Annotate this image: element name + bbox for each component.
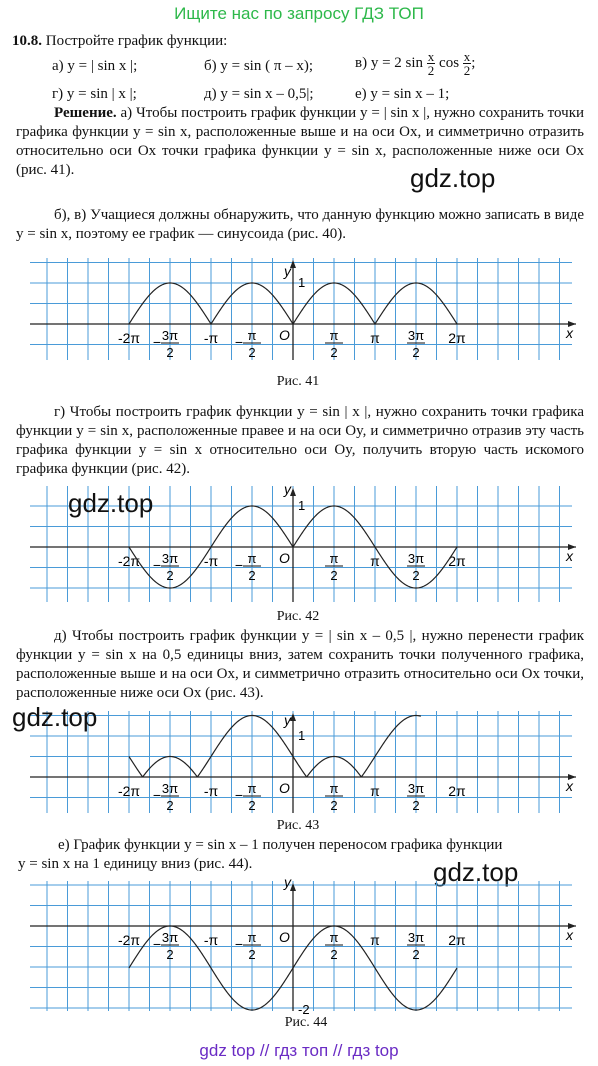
function-curve <box>129 716 421 777</box>
watermark-3: gdz.top <box>12 702 98 732</box>
x-tick-text: π <box>370 932 380 948</box>
origin-label: O <box>279 550 290 566</box>
x-tick-label <box>448 783 466 799</box>
variant-v-cos: cos <box>439 54 460 71</box>
x-tick-minus: − <box>152 936 162 952</box>
x-tick-denominator: 2 <box>330 947 338 962</box>
watermark-2: gdz.top <box>68 488 154 518</box>
x-tick-numerator: 3π <box>161 930 179 945</box>
x-tick-denominator: 2 <box>166 568 174 583</box>
x-tick-minus: − <box>234 334 244 350</box>
origin-label: O <box>279 780 290 796</box>
solution-e-line1: е) График функции y = sin x – 1 получен переносом графика функции <box>58 837 503 853</box>
x-tick-numerator: 3π <box>407 930 425 945</box>
x-tick-denominator: 2 <box>330 798 338 813</box>
caption-42: Рис. 42 <box>276 609 320 624</box>
x-tick-denominator: 2 <box>248 798 256 813</box>
problem-number: 10.8. <box>12 33 42 49</box>
variant-d: д) y = sin x – 0,5|; <box>204 86 314 102</box>
x-tick-numerator: 3π <box>407 328 425 343</box>
y-axis-label: y <box>284 263 291 279</box>
variant-g: г) y = sin | x |; <box>52 86 137 102</box>
x-tick-text: 2π <box>448 553 466 569</box>
frac-num: x <box>427 49 435 64</box>
search-banner[interactable]: Ищите нас по запросу ГДЗ ТОП <box>174 4 424 23</box>
x-tick-minus: − <box>234 936 244 952</box>
x-tick-denominator: 2 <box>248 947 256 962</box>
x-tick-label <box>370 783 380 799</box>
y-axis-label: y <box>284 712 291 728</box>
solution-d: д) Чтобы построить график функции y = | sin x – 0,5 |, нужно перенести график функции y = sin x на 0,5 единицы вниз, затем сохранить точки полученного графика, расположенные выше и на оси Ox, и симметрично отразить относительно оси Ox точки, расположенные ниже оси Ox (рис. 43). <box>16 628 584 701</box>
caption-43: Рис. 43 <box>276 818 320 833</box>
x-tick-numerator: 3π <box>407 551 425 566</box>
solution-g: г) Чтобы построить график функции y = sin | x |, нужно сохранить точки графика функции y = sin x, расположенные правее и на оси Oy, и симметрично отразив эту часть графика функции y = sin x относительно оси Oy, получить вторую часть искомого графика функции (рис. 42). <box>16 404 584 477</box>
x-tick-numerator: π <box>329 930 339 945</box>
x-tick-numerator: 3π <box>407 781 425 796</box>
y-tick-label: -2 <box>298 1002 310 1015</box>
x-axis-label: x <box>566 325 573 341</box>
x-tick-label <box>204 783 219 799</box>
x-tick-label <box>370 553 380 569</box>
variant-v <box>355 50 475 77</box>
y-tick-label: 1 <box>298 728 306 743</box>
x-tick-numerator: π <box>329 551 339 566</box>
caption-41: Рис. 41 <box>276 374 320 389</box>
x-tick-label <box>118 932 140 948</box>
x-axis-label: x <box>566 778 573 794</box>
x-tick-text: 2π <box>448 783 466 799</box>
x-tick-numerator: π <box>247 551 257 566</box>
caption-44: Рис. 44 <box>284 1015 328 1030</box>
x-tick-label <box>204 330 219 346</box>
x-tick-text: -π <box>203 330 219 346</box>
grid <box>30 881 572 1011</box>
x-tick-minus: − <box>152 334 162 350</box>
x-tick-label <box>204 932 219 948</box>
x-tick-numerator: 3π <box>161 328 179 343</box>
grid <box>30 711 572 813</box>
frac-num: x <box>463 49 471 64</box>
variant-a: а) y = | sin x |; <box>52 58 138 74</box>
x-tick-denominator: 2 <box>248 345 256 360</box>
x-tick-denominator: 2 <box>412 345 420 360</box>
x-tick-denominator: 2 <box>412 798 420 813</box>
x-tick-text: -2π <box>117 553 141 569</box>
frac-den: 2 <box>463 63 471 78</box>
x-tick-denominator: 2 <box>330 568 338 583</box>
x-tick-label <box>370 932 380 948</box>
frac-den: 2 <box>427 63 435 78</box>
x-tick-minus: − <box>234 787 244 803</box>
origin-label: O <box>279 929 290 945</box>
x-tick-label <box>118 783 140 799</box>
variant-b: б) y = sin ( π – x); <box>204 58 314 74</box>
x-tick-minus: − <box>234 557 244 573</box>
x-tick-label <box>370 330 380 346</box>
figure-44-chart <box>0 875 598 1015</box>
x-tick-text: -π <box>203 553 219 569</box>
solution-e-line2: y = sin x на 1 единицу вниз (рис. 44). <box>18 856 253 872</box>
watermark-1: gdz.top <box>410 163 496 193</box>
variant-v-end: ; <box>471 54 476 71</box>
solution-a-text: а) Чтобы построить график функции y = | sin x |, нужно сохранить точки графика функции y = sin x, расположенные выше и на оси Ox, и симметрично отразить относительно оси Ox точки графика функции y = sin x, расположенные ниже оси Ox (рис. 41). <box>16 105 585 178</box>
variant-v-fraction-1 <box>427 50 436 77</box>
x-tick-denominator: 2 <box>166 798 174 813</box>
x-tick-text: -2π <box>117 783 141 799</box>
origin-label: O <box>279 327 290 343</box>
x-tick-label <box>448 932 466 948</box>
solution-bv: б), в) Учащиеся должны обнаружить, что данную функцию можно записать в виде y = sin x, поэтому ее график — синусоида (рис. 40). <box>16 207 584 242</box>
x-tick-label <box>118 330 140 346</box>
x-tick-numerator: 3π <box>161 781 179 796</box>
x-tick-numerator: 3π <box>161 551 179 566</box>
x-tick-denominator: 2 <box>166 947 174 962</box>
problem-header <box>12 32 227 51</box>
x-tick-text: -2π <box>117 330 141 346</box>
x-tick-minus: − <box>152 557 162 573</box>
x-tick-numerator: π <box>329 328 339 343</box>
x-tick-denominator: 2 <box>166 345 174 360</box>
x-tick-text: π <box>370 553 380 569</box>
x-tick-text: π <box>370 330 380 346</box>
problem-statement: Постройте график функции: <box>45 33 228 49</box>
x-tick-numerator: π <box>247 930 257 945</box>
x-tick-denominator: 2 <box>330 345 338 360</box>
variant-v-prefix: в) y = 2 sin <box>355 54 424 71</box>
x-tick-label <box>448 330 466 346</box>
grid <box>30 258 572 360</box>
x-tick-numerator: π <box>329 781 339 796</box>
x-tick-text: 2π <box>448 932 466 948</box>
x-tick-text: -π <box>203 783 219 799</box>
variant-e: е) y = sin x – 1; <box>355 86 450 102</box>
x-tick-denominator: 2 <box>412 568 420 583</box>
x-axis-label: x <box>566 548 573 564</box>
x-tick-text: π <box>370 783 380 799</box>
figure-41-chart <box>0 252 598 367</box>
x-tick-label <box>118 553 140 569</box>
x-tick-minus: − <box>152 787 162 803</box>
y-tick-label: 1 <box>298 275 306 290</box>
x-tick-numerator: π <box>247 781 257 796</box>
x-axis-label: x <box>566 927 573 943</box>
y-tick-label: 1 <box>298 498 306 513</box>
solution-a <box>16 104 584 180</box>
y-axis-label: y <box>284 481 291 497</box>
y-axis-label: y <box>284 875 291 890</box>
footer-links[interactable]: gdz top // гдз топ // гдз top <box>199 1041 399 1060</box>
solution-label: Решение. <box>54 105 117 121</box>
x-tick-denominator: 2 <box>412 947 420 962</box>
x-tick-denominator: 2 <box>248 568 256 583</box>
x-tick-text: 2π <box>448 330 466 346</box>
x-tick-text: -2π <box>117 932 141 948</box>
x-tick-numerator: π <box>247 328 257 343</box>
watermark-4: gdz.top <box>433 857 519 887</box>
x-tick-text: -π <box>203 932 219 948</box>
